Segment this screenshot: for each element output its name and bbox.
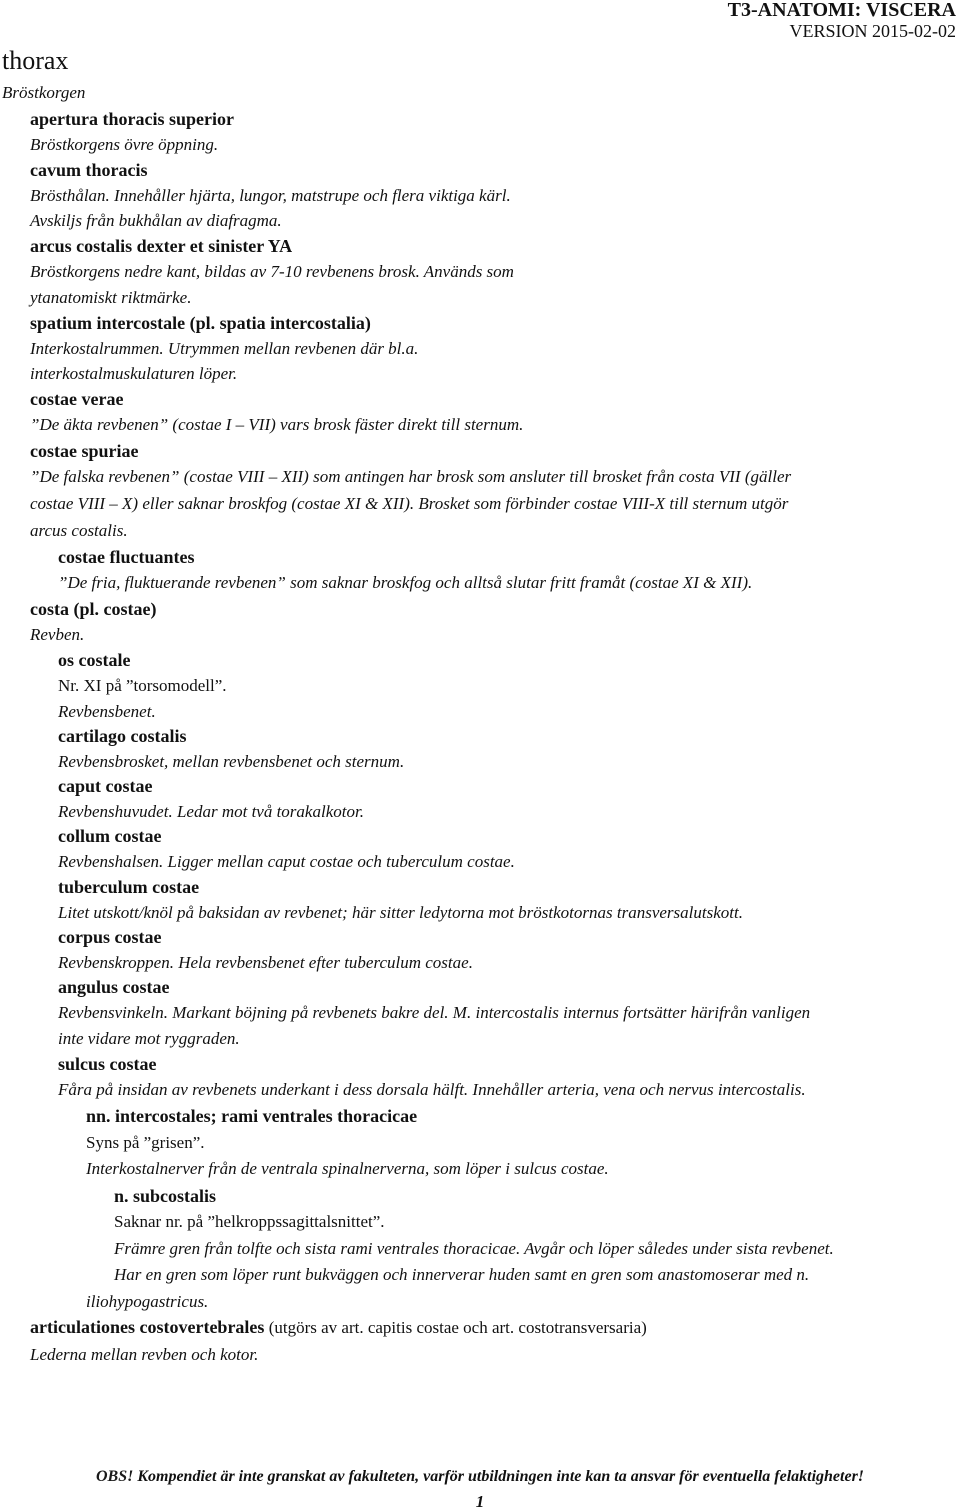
term-description: iliohypogastricus. [86,1292,209,1311]
term-description: Brösthålan. Innehåller hjärta, lungor, matstrupe och flera viktiga kärl. [30,186,511,205]
term-note: Syns på ”grisen”. [86,1133,205,1152]
term-description: Revben. [30,625,85,644]
term-description: Bröstkorgens nedre kant, bildas av 7-10 revbenens brosk. Används som [30,262,514,281]
page-number: 1 [475,1492,485,1511]
term-description: ”De fria, fluktuerande revbenen” som saknar broskfog och alltså slutar fritt framåt (costae XI & XII). [58,573,753,592]
term-description: ytanatomiskt riktmärke. [30,288,192,307]
term-heading: tuberculum costae [58,877,200,897]
section-subtitle: Bröstkorgen [2,83,86,102]
term-heading: corpus costae [58,927,162,947]
term-description: ”De falska revbenen” (costae VIII – XII) som antingen har brosk som ansluter till brosket från costa VII (gäller [30,467,792,486]
term-description: Lederna mellan revben och kotor. [30,1345,259,1364]
version-label: VERSION 2015-02-02 [789,21,956,41]
term-description: Revbensbenet. [58,702,156,721]
term-note: Saknar nr. på ”helkroppssagittalsnittet”. [114,1212,385,1231]
term-heading: arcus costalis dexter et sinister YA [30,236,293,256]
term-description: inte vidare mot ryggraden. [58,1029,240,1048]
term-heading: spatium intercostale (pl. spatia intercostalia) [30,313,371,333]
term-heading: costae verae [30,389,124,409]
term-heading: nn. intercostales; rami ventrales thoracicae [86,1106,418,1126]
term-description: Främre gren från tolfte och sista rami ventrales thoracicae. Avgår och löper således under sista revbenet. [114,1239,834,1258]
term-heading: costae spuriae [30,441,139,461]
term-heading: cartilago costalis [58,726,187,746]
term-description: Revbensvinkeln. Markant böjning på revbenets bakre del. M. intercostalis internus fortsätter härifrån vanligen [58,1003,811,1022]
term-description: arcus costalis. [30,521,128,540]
term-note: Nr. XI på ”torsomodell”. [58,676,227,695]
term-heading: costae fluctuantes [58,547,195,567]
disclaimer-text: Kompendiet är inte granskat av fakulteten, varför utbildningen inte kan ta ansvar för eventuella felaktigheter! [137,1468,865,1485]
term-description: Revbensbrosket, mellan revbensbenet och sternum. [58,752,405,771]
term-description: Avskiljs från bukhålan av diafragma. [30,211,282,230]
term-description: Litet utskott/knöl på baksidan av revbenet; här sitter ledytorna mot bröstkotornas transversalutskott. [58,903,743,922]
course-title: T3-ANATOMI: VISCERA [727,0,956,21]
term-heading: sulcus costae [58,1054,157,1074]
term-heading: angulus costae [58,977,170,997]
term-description: interkostalmuskulaturen löper. [30,364,238,383]
term-heading: cavum thoracis [30,160,148,180]
term-heading: n. subcostalis [114,1186,217,1206]
disclaimer [0,1468,960,1486]
term-heading: collum costae [58,826,162,846]
term-description: Revbenskroppen. Hela revbensbenet efter tuberculum costae. [58,953,473,972]
term-description: costae VIII – X) eller saknar broskfog (costae XI & XII). Brosket som förbinder costae VIII-X till sternum utgör [30,494,789,513]
term-heading: articulationes costovertebrales [30,1317,265,1337]
term-heading: apertura thoracis superior [30,109,234,129]
term-description: Bröstkorgens övre öppning. [30,135,219,154]
term-description: Fåra på insidan av revbenets underkant i dess dorsala hälft. Innehåller arteria, vena och nervus intercostalis. [58,1080,806,1099]
term-description: Interkostalnerver från de ventrala spinalnerverna, som löper i sulcus costae. [86,1159,609,1178]
term-description: Revbenshalsen. Ligger mellan caput costae och tuberculum costae. [58,852,515,871]
term-description: Interkostalrummen. Utrymmen mellan revbenen där bl.a. [30,339,419,358]
term-description: Revbenshuvudet. Ledar mot två torakalkotor. [58,802,364,821]
term-note: (utgörs av art. capitis costae och art. costotransversaria) [268,1318,647,1337]
term-heading: os costale [58,650,131,670]
term-description: Har en gren som löper runt bukväggen och innerverar huden samt en gren som anastomoserar med n. [114,1265,810,1284]
section-title: thorax [2,46,69,75]
term-description: ”De äkta revbenen” (costae I – VII) vars brosk fäster direkt till sternum. [30,415,524,434]
term-heading-row [30,1316,647,1339]
term-heading: caput costae [58,776,153,796]
term-heading: costa (pl. costae) [30,599,157,619]
obs-label: OBS! [95,1468,134,1485]
